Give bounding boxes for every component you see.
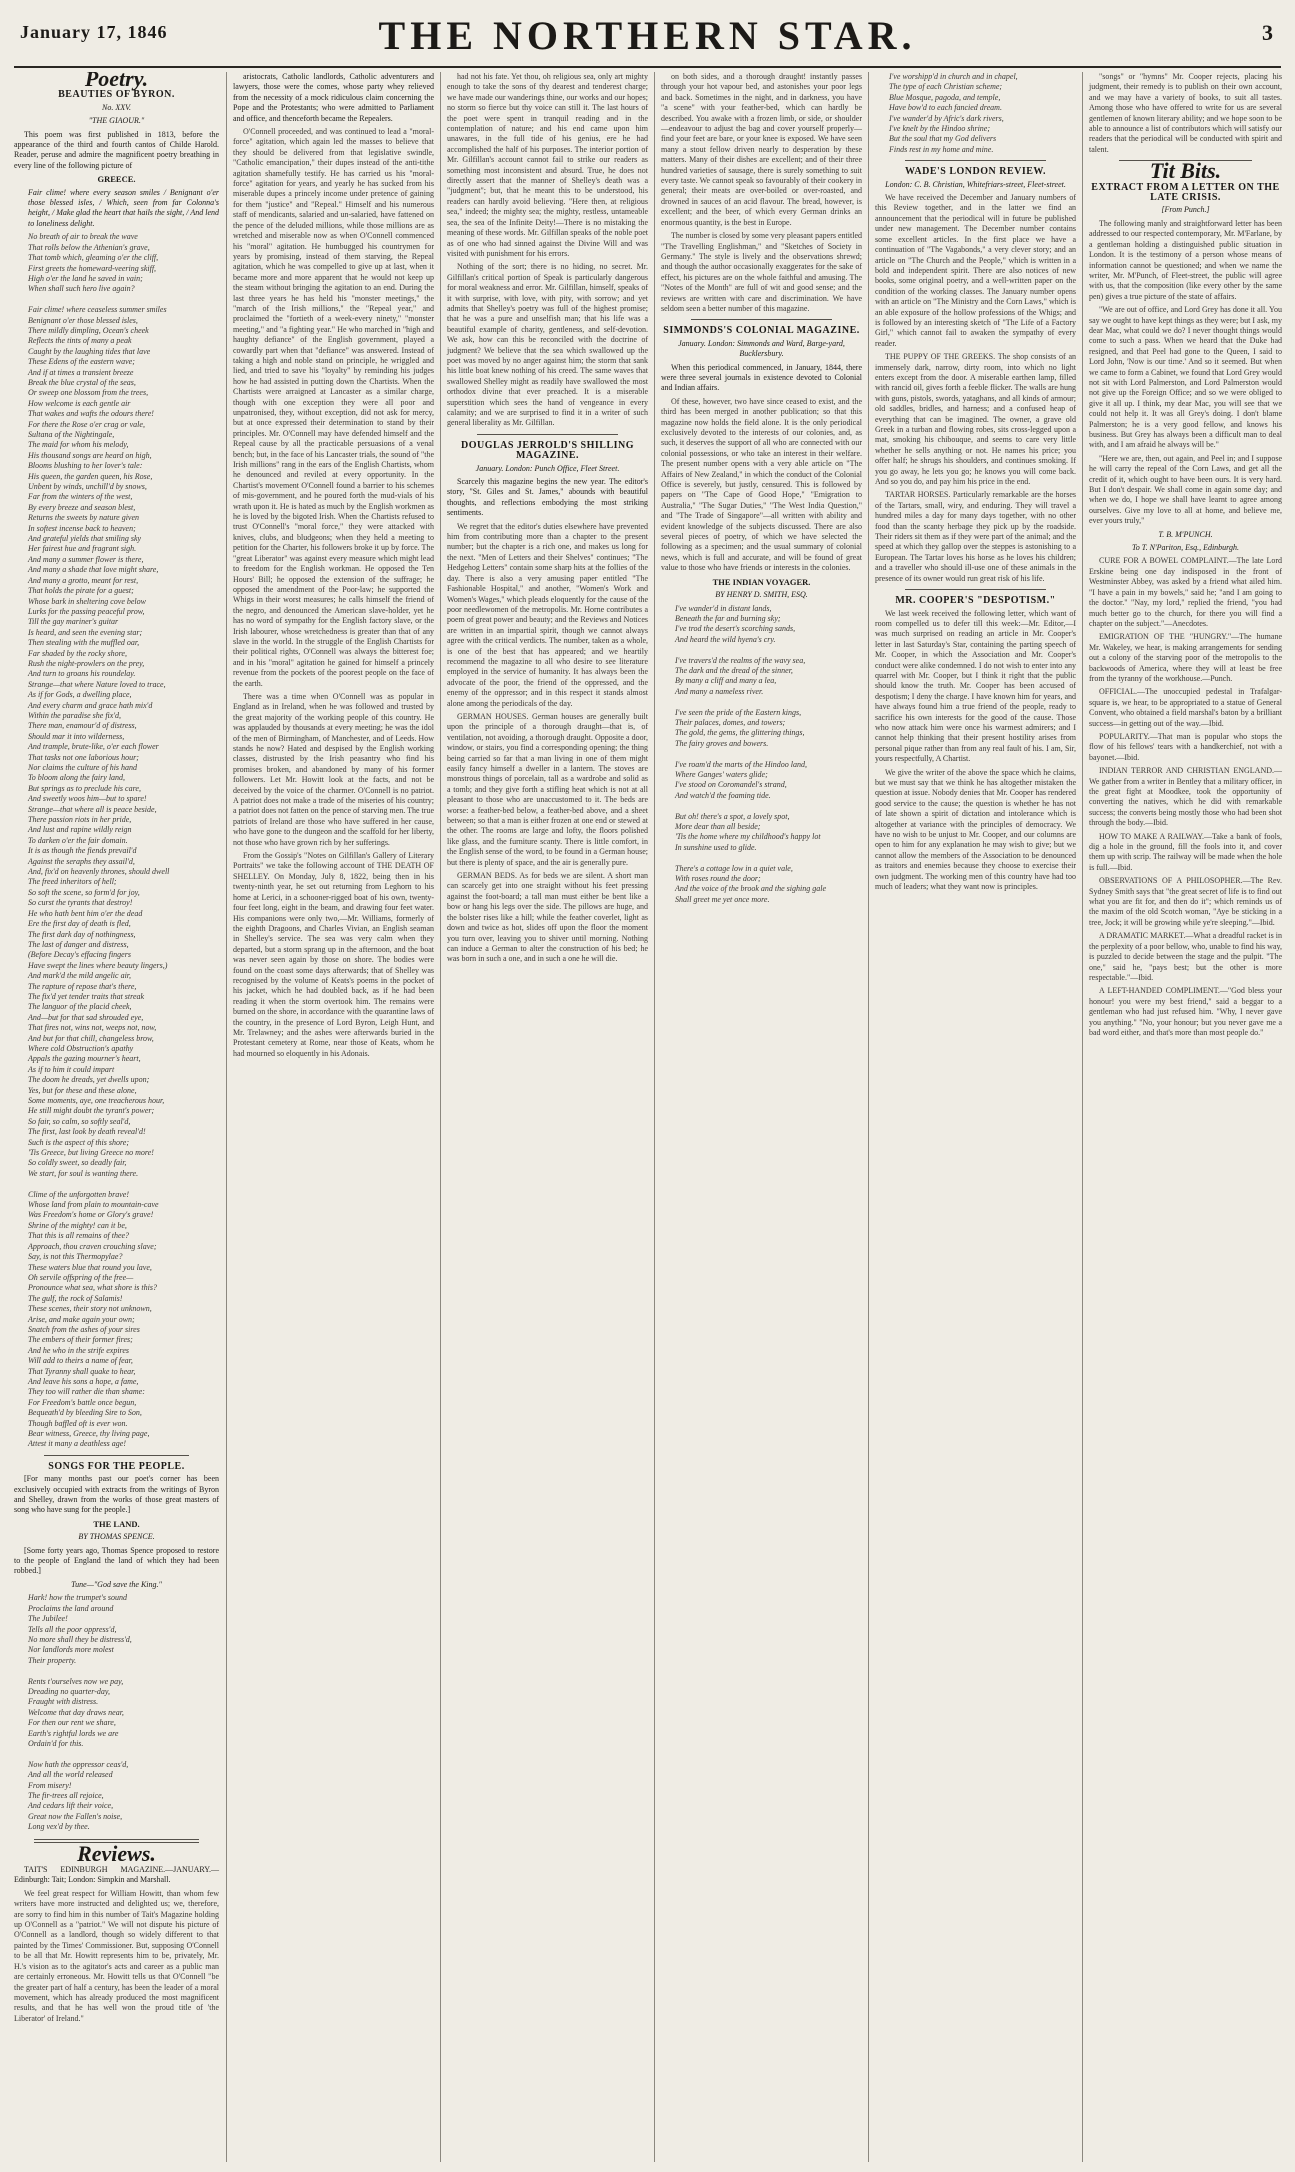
extract-letter-title: EXTRACT FROM A LETTER ON THE LATE CRISIS.: [1091, 181, 1280, 204]
column-5-verses: I've worshipp'd in church and in chapel, The type of each Christian scheme; Blue Mosque, pagoda, and temple, Have bow'd to each fancied dream. I've wander'd by Afric's dark rivers, I've knelt by the Hindoo shrine; But the soul that my God delivers Finds rest in my home and mine.: [889, 72, 1018, 154]
greece-heading: GREECE.: [97, 174, 136, 185]
the-land-note: [Some forty years ago, Thomas Spence proposed to restore to the people of England the land of which they had been robbed.]: [14, 1545, 219, 1576]
taits-review-title: TAIT'S EDINBURGH MAGAZINE.—JANUARY.—Edinburgh: Tait; London: Simpkin and Marshall.: [14, 1865, 219, 1885]
simmonds-colonial-publisher: January. London: Simmonds and Ward, Barge-yard, Bucklersbury.: [678, 338, 845, 359]
page-number: 3: [1262, 20, 1273, 45]
tit-bits-heading: Tit Bits.: [1149, 158, 1222, 184]
tit-bit-7: OBSERVATIONS OF A PHILOSOPHER.—The Rev. Sydney Smith says that "the great secret of life is to find out what you are fit for, and then do it"; which reminds us of the maxim of the old Scotch woman, "Aye be sticking in a tree, Jock; it will be growing while ye're sleeping."—Ibid.: [1089, 876, 1282, 927]
column-3-body-2: Nothing of the sort; there is no hiding, no secret. Mr. Gilfillan's critical portion of Speak is particularly dangerous for moral weakness and error. Mr. Gilfillan, himself, speaks of it with surprise, with love, with pity, with sorrow; and yet admits that Shelley's poetry was full of the highest promise; that he was a pure and unselfish man; that his life was a beautiful example of charity, gentleness, and self-devotion. We ask, how can this be reconciled with the doctrine of judgment? We believe that the sea which swallowed up the poet was moved by no anger against him; the storm that sank his little boat knew nothing of his creed. The same waves that swallowed Shelley might as readily have swallowed the most orthodox divine that ever preached. It is a miserable superstition which sees the hand of vengeance in every calamity; and we are surprised to find it in a writer of such general liberality as Mr. Gilfillan.: [447, 262, 648, 428]
column-2-body-3: From the Gossip's "Notes on Gilfillan's Gallery of Literary Portraits" we take the following account of THE DEATH OF SHELLEY. On Monday, July 8, 1822, being then in his twenty-ninth year, he set out returning from Leghorn to his home at Lerici, in a schooner-rigged boat of his own, twenty-four feet long, eight in the beam, and drawing four feet water. His companions were only two,—Mr. Williams, formerly of the eighth Dragoons, and Charles Vivian, an English seaman in Shelley's service. The sea was very calm when they departed, but a storm sprang up in the afternoon, and the boat was never seen again by those on shore. The bodies were found on the coast some days afterwards; that of Shelley was recognised by the volume of Keats's poems in the pocket of his jacket, which he had doubled back, as if he had been reading it when the storm overtook him. The remains were burned on the shore, in accordance with the quarantine laws of the country, in the presence of Lord Byron, Leigh Hunt, and Mr. Trelawney; and the ashes were afterwards buried in the Protestant cemetery at Rome, near those of Keats, whom he had mourned so eloquently in his Adonais.: [233, 851, 434, 1058]
douglas-jerrold-title: DOUGLAS JERROLD'S SHILLING MAGAZINE.: [460, 439, 635, 462]
extract-body-2: "We are out of office, and Lord Grey has done it all. You say we ought to have kept things as they were; but I ask, my dear Mac, what could we do? I never thought things would come to such a pass. When we heard that the Duke had resigned, and that Peel had gone to the Queen, I said to Lord John, 'Now is our time.' And so it seemed. But when we came to form a Cabinet, we found that Lord Grey would not sit with Lord Palmerston, and Lord Palmerston would not give up the Foreign Office; and so we were obliged to give it all up. I think, my dear Mac, you will see that we could not help it. It was all Grey's doing. I don't blame Palmerston; he is a very good fellow, and knows his business. But Grey has always been a difficult man to deal with, and I am afraid he always will be.": [1089, 305, 1282, 450]
divider: [44, 1455, 189, 1456]
poem-intro: This poem was first published in 1813, before the appearance of the third and fourth cantos of Childe Harold. Reader, peruse and admire the magnificent poetry breathing in every line of the following picture of: [14, 129, 219, 170]
poem-number: No. XXV.: [102, 102, 131, 112]
wades-london-review-publisher: London: C. B. Christian, Whitefriars-street, Fleet-street.: [885, 179, 1066, 189]
column-2-body: O'Connell proceeded, and was continued to lead a "moral-force" agitation, which again led the masses to believe that they should be delivered from that legislative swindle, "Catholic emancipation," their dupes instead of the anti-tithe agitation shamefully testify. He has carried us his "moral-force" agitation for years, and yearly he has sucked from his miserable dupes a princely income under pretence of gaining for them "justice" and "Repeal." Himself and his numerous staff of mendicants, salaried and un-salaried, have fattened on the pence of the deluded millions, while those millions are as wretched and miserable now as when O'Connell commenced his "moral" agitation. He humbugged his countrymen for years by promising, instead of them starving, the Repeal agitation, which he was compelled to give up at last, when it became more and more apparent that he would not keep up the steam without bringing the agitation to an end. During the last three years he has held his "monster meetings," the "march of the Irish millions," the "Repeal year," and proclaimed the "fortieth of a week-every ninety," "monster meeting," and "a fighting year." He who marched in "high and haughty defiance" of the English government, played a cowardly part when that "defiance" was answered. Instead of taking a high and noble stand on principle, he wriggled and lied, and tried to save his "loyalty" by reminding his judges how he had assisted in putting down the Chartists. When the Chartists were arraigned at Lancaster as a similar charge, though with one exception they were all poor and unpatronised, they, without exception, did not ask for mercy, but at once expressed their determination to stand by their principles. Mr. O'Connell may have defended himself and the Repeal cause by all the practicable persuasions of a venal bench; but, in the face of his Lancaster trials, the sound of "the Irish millions" rang in the ears of the English Chartists, whom he denounced and reviled at every opportunity. In the Chartist's movement O'Connell found a barrier to his schemes of mis-government, and he poured forth the mud-vials of his wrath upon it. He is hated as much by the English workmen as he is loved by the bigoted Irish. When the Chartists refused to trust O'Connell's "moral force," they were attacked with knives, clubs, and bludgeons; when they held a meeting to petition for the Charter, his followers broke it up by force. The "great Liberator" was against every measure which might lead to freedom for the English workman. He opposed the Ten Hours' Bill; he opposed the extension of the suffrage; he opposed the amendment of the Poor-law; he supported the Whigs in their worst measures; he calls himself the friend of the negro, and denounced the American slave-holder, yet he has no word of sympathy for the English factory slave, or the Irish labourer, whose wretchedness is greater than that of any slave in the world. In the struggle of the English Chartists for their political rights, O'Connell was always the bitterest foe; and in his "moral" agitation he gained for himself a princely revenue from the pockets of the poorest people on the face of the earth.: [233, 127, 434, 688]
wades-review-body-2: THE PUPPY OF THE GREEKS. The shop consists of an immensely dark, narrow, dirty room, into which no light enters except from the door. A miserable earthen lamp, filled with rancid oil, gives forth a feeble flicker. The walls are hung with guns, pistols, swords, yataghans, and all kinds of armour; old saddles, bridles, and harness; and a confused heap of everything that can be imagined. The owner, a grave old Greek in a turban and flowing robes, sits cross-legged upon a mat, smoking his chibouque, and seems to care very little whether he sells anything or not. He names his price; you offer half; he shrugs his shoulders, and continues smoking. If you go away, he lets you go; he knows you will come back. And so you do, and pay him his price in the end.: [875, 352, 1076, 487]
tit-bit-4: POPULARITY.—That man is popular who stops the flow of his fellows' tears with a handkerchief, not with a bayonet.—Ibid.: [1089, 731, 1282, 762]
douglas-jerrold-body: We regret that the editor's duties elsewhere have prevented him from contributing more than a chapter to the present number; but the chapter is a rich one, and makes us long for the next. "Men of Letters and their Shelves" continues; "The Hedgehog Letters" contain some sharp hits at the follies of the day. There is also a very amusing paper entitled "The Fashionable Hospital," and another, "Women's Work and Women's Wages," which pleads eloquently for the cause of the poor needlewomen of the metropolis. Mr. Horne contributes a poem of great power and beauty; and the Reviews and Notices are written in an impartial spirit, though we cannot always agree with the critical verdicts. The number, taken as a whole, is one of the best that has appeared; and we heartily recommend the magazine to all who desire to see literature employed in the service of humanity. It has always been the advocate of the poor, the friend of the oppressed, and the enemy of the oppressor; and in this respect it stands almost alone among the periodicals of the day.: [447, 521, 648, 708]
tit-bit-9: A LEFT-HANDED COMPLIMENT.—"God bless your honour! you were my best friend," said a beggar to a gentleman who had just refused him. "Why, I never gave you anything." "No, your honour; but you never gave me a bad word either, and that's more than most people do.": [1089, 986, 1282, 1037]
column-2-body-2: There was a time when O'Connell was as popular in England as in Ireland, when he was followed and trusted by the great majority of the working people of this country. He was applauded by thousands at every meeting; he was the idol of the men of Birmingham, of Manchester, and of Leeds. How stands he now? Hated and despised by the English working classes, distrusted by the Irish peasantry who find his promises broken, and abandoned by many of his former followers. Let Mr. Howitt look at the facts, and not be deceived by the voice of the charmer. O'Connell is no patriot. A patriot does not make a trade of the miseries of his country; a patriot does not fatten on the pence of starving men. The true patriots of Ireland are those who have suffered in her cause, who have gone to the dungeon and the scaffold for her liberty, not those who have grown rich by her sufferings.: [233, 691, 434, 847]
simmonds-colonial-title: SIMMONDS'S COLONIAL MAGAZINE.: [663, 325, 860, 337]
extract-signature: T. B. M'PUNCH.: [1158, 529, 1213, 539]
indian-voyager-author: BY HENRY D. SMITH, ESQ.: [715, 590, 808, 600]
column-2-lead: aristocrats, Catholic landlords, Catholic adventurers and lawyers, those were the comes, whose party whey relieved from the necessity of a mock ridiculous claim concerning the Pope and the Protestants; who were admitted to Parliament and office, and thenceforth became the Repealers.: [233, 72, 434, 123]
divider: [691, 319, 832, 320]
extract-addressee: To T. N'Pariton, Esq., Edinburgh.: [1132, 543, 1239, 553]
douglas-jerrold-publisher: January. London: Punch Office, Fleet Street.: [475, 463, 620, 473]
extract-body-3: "Here we are, then, out again, and Peel in; and I suppose he will carry the repeal of the Corn Laws, and get all the credit of it, which ought to have been ours. It is very hard. But I don't despair. We shall come in again some day; and when we do, I hope we shall have learnt to agree among ourselves. Give my love to all at home, and believe me, ever yours truly,": [1089, 453, 1282, 526]
divider: [905, 589, 1046, 590]
beauties-of-byron-title: BEAUTIES OF BYRON.: [58, 89, 175, 101]
tit-bit-3: OFFICIAL.—The unoccupied pedestal in Trafalgar-square is, we hear, to be appropriated to a statue of General Convent, who obtained a field marshal's baton by a brilliant success—in getting out of the way.—Ibid.: [1089, 687, 1282, 728]
the-land-author: BY THOMAS SPENCE.: [78, 1532, 155, 1542]
poem-body-filler: No breath of air to break the wave That rolls below the Athenian's grave, That tomb which, gleaming o'er the cliff, First greets the homeward-veering skiff, High o'er the land he saved in vain; When shall such hero live again? Fair clime! where ceaseless summer smiles Benignant o'er those blessed isles, There mildly dimpling, Ocean's cheek Reflects the tints of many a peak Caught by the laughing tides that lave These Edens of the eastern wave; And if at times a transient breeze Break the blue crystal of the seas, Or sweep one blossom from the trees, How welcome is each gentle air That wakes and wafts the odours there! For there the Rose o'er crag or vale, Sultana of the Nightingale, The maid for whom his melody, His thousand songs are heard on high, Blooms blushing to her lover's tale: His queen, the garden queen, his Rose, Unbent by winds, unchill'd by snows, Far from the winters of the west, By every breeze and season blest, Returns the sweets by nature given In softest incense back to heaven; And grateful yields that smiling sky Her fairest hue and fragrant sigh. And many a summer flower is there, And many a shade that love might share, And many a grotto, meant for rest, That holds the pirate for a guest; Whose bark in sheltering cove below Lurks for the passing peaceful prow, Till the gay mariner's guitar Is heard, and seen the evening star; Then stealing with the muffled oar, Far shaded by the rocky shore, Rush the night-prowlers on the prey, And turn to groans his roundelay. Strange—that where Nature loved to trace, As if for Gods, a dwelling place, And every charm and grace hath mix'd Within the paradise she fix'd, There man, enamour'd of distress, Should mar it into wilderness, And trample, brute-like, o'er each flower That tasks not one laborious hour; Nor claims the culture of his hand To bloom along the fairy land, But springs as to preclude his care, And sweetly woos him—but to spare! Strange—that where all is peace beside, There passion riots in her pride, And lust and rapine wildly reign To darken o'er the fair domain. It is as though the fiends prevail'd Against the seraphs they assail'd, And, fix'd on heavenly thrones, should dwell The freed inheritors of hell; So soft the scene, so form'd for joy, So curst the tyrants that destroy! He who hath bent him o'er the dead Ere the first day of death is fled, The first dark day of nothingness, The last of danger and distress, (Before Decay's effacing fingers Have swept the lines where beauty lingers,) And mark'd the mild angelic air, The rapture of repose that's there, The fix'd yet tender traits that streak The languor of the placid cheek, And—but for that sad shrouded eye, That fires not, wins not, weeps not, now, And but for that chill, changeless brow, Where cold Obstruction's apathy Appals the gazing mourner's heart, As if to him it could impart The doom he dreads, yet dwells upon; Yes, but for these and these alone, Some moments, aye, one treacherous hour, He still might doubt the tyrant's power; So fair, so calm, so softly seal'd, The first, last look by death reveal'd! Such is the aspect of this shore; 'Tis Greece, but living Greece no more! So coldly sweet, so deadly fair, We start, for soul is wanting there. Clime of the unforgotten brave! Whose land from plain to mountain-cave Was Freedom's home or Glory's grave! Shrine of the mighty! can it be, That this is all remains of thee? Approach, thou craven crouching slave; Say, is not this Thermopylae? These waters blue that round you lave, Oh servile offspring of the free— Pronounce what sea, what shore is this? The gulf, the rock of Salamis! These scenes, their story not unknown, Arise, and make again your own; Snatch from the ashes of your sires The embers of their former fires; And he who in the strife expires Will add to theirs a name of fear, That Tyranny shall quake to hear, And leave his sons a hope, a fame, They too will rather die than shame: For Freedom's battle once begun, Bequeath'd by bleeding Sire to Son, Though baffled oft is ever won. Bear witness, Greece, thy living page, Attest it many a deathless age!: [28, 232, 170, 1449]
column-3-body: had not his fate. Yet thou, oh religious sea, only art mighty enough to take the sons of thy dearest and tenderest charge; we have made our wanderings thine, our works and our hopes; no storm so fierce but thy voice can still it. The last hours of the poet were spent in tranquil reading and in the contemplation of nature; and his end came upon him unawares, in the full tide of his genius, ere he had accomplished the half of his purposes. The interior portion of Mr. Gilfillan's account cannot fail to strike our readers as something most inconsistent and absurd. True, he does not directly assert that the manner of Shelley's death was a "judgment"; but, that he meant this to be understood, his readers can hardly avoid believing. "Here then, at religious sea," indeed; the mighty sea; the mighty, restless, untameable sea, the sea of the Infinite Deity!—There is no mistaking the meaning of these words. Mr. Gilfillan speaks of the noble poet as of one who had sinned against the Divine Will and was visited with punishment for his errors.: [447, 72, 648, 258]
poem-subtitle: "THE GIAOUR.": [88, 116, 145, 126]
column-4: [654, 72, 868, 2162]
column-4-body-2: The number is closed by some very pleasant papers entitled "The Travelling Englishman," and "Sketches of Society in Germany." The style is lively and the observations shrewd; and though the author occasionally exaggerates for the sake of effect, his pictures are on the whole faithful and amusing. The "Notes of the Month" are full of wit and good sense; and the reviews are written with care and discrimination. We have seldom seen a better number of this magazine.: [661, 231, 862, 313]
douglas-jerrold-body-2: GERMAN HOUSES. German houses are generally built upon the principle of a thorough draught—that is, of ventilation, not avoiding, a thorough draught. Opposite a door, window, or stairs, you find a corresponding opening; the thing being carried so far that a man living in one of them might easily fancy himself a dweller in a lantern. The stoves are monstrous things of porcelain, tall as a wardrobe and solid as a tomb; and they give forth a stifling heat which is not at all pleasant to those who are unaccustomed to it. The beds are worse: a feather-bed below, a feather-bed above, and a sheet between; so that a man is either frozen at one end or stewed at the other. The rooms are large and lofty, the floors polished like glass, and the furniture scanty. There is little comfort, in the English sense of the word, to be found in a German house; but there is plenty of space, and the air is generally pure.: [447, 711, 648, 867]
divider: [477, 434, 618, 435]
the-land-verses: Hark! how the trumpet's sound Proclaims the land around The Jubilee! Tells all the poor oppress'd, No more shall they be distress'd, Nor landlords more molest Their property. Rents t'ourselves now we pay, Dreading no quarter-day, Fraught with distress. Welcome that day draws near, For then our rent we share, Earth's rightful lords we are Ordain'd for this. Now hath the oppressor ceas'd, And all the world released From misery! The fir-trees all rejoice, And cedars lift their voice, Great now the Fallen's noise, Long vex'd by thee.: [28, 1593, 132, 1832]
greece-poem-lines: Fair clime! where every season smiles / Benignant o'er those blessed isles, / Which, seen from far Colonna's height, / Make glad the heart that hails the sight, / And lend to loneliness delight.: [28, 187, 219, 228]
tit-bit-1: CURE FOR A BOWEL COMPLAINT.—The late Lord Erskine being one day indisposed in the front of Westminster Abbey, was asked by a friend what ailed him. "I have a pain in my bowels," said he; "and I am going to the doctor." "Nay, my lord," replied the friend, "you had much better go to the church, for there you will find a chapter on the subject."—Anecdotes.: [1089, 556, 1282, 628]
tit-bit-8: A DRAMATIC MARKET.—What a dreadful racket is in the perplexity of a poor bellow, who, unable to find his way, is puzzled to decide between the stage and the pulpit. "The one," said he, "pays best; but the other is more respectable."—Ibid.: [1089, 931, 1282, 982]
extract-source: [From Punch.]: [1161, 205, 1210, 215]
newspaper-columns: [14, 72, 1281, 2162]
wades-london-review-title: WADE'S LONDON REVIEW.: [905, 166, 1046, 178]
column-3: [440, 72, 654, 2162]
cooper-body: We last week received the following letter, which want of room compelled us to defer till this week:—Mr. Editor,—I was much surprised on reading an article in Mr. Cooper's letter in last Saturday's Star, containing the parting speech of Mr. Cooper, in which the Association and Mr. Cooper's conduct were alike condemned. I do not wish to enter into any quarrel with Mr. Cooper, but I think it right that the public should know the truth. Mr. Cooper has been accused of despotism; I deny the charge. I have known him for years, and have always found him a true friend of the people, ready to sacrifice his own interests for the good of the cause. Those who now attack him were once his warmest admirers; and I cannot help thinking that their present hostility arises from personal pique rather than from any real fault of his. I am, Sir, yours respectfully, A Chartist.: [875, 608, 1076, 764]
divider: [905, 160, 1046, 161]
the-land-title: THE LAND.: [93, 1518, 140, 1529]
taits-review-body: We feel great respect for William Howitt, than whom few writers have more instructed and delighted us; we, therefore, are sorry to find him in this number of Tait's Magazine holding up O'Connell as a "patriot." We will not dispute his picture of O'Connell as a landlord, though so widely different to that painted by the Times' Commissioner. But, supposing O'Connell to be all that Mr. Howitt represents him to be, privately, Mr. H.'s vision as to the agitator's acts and career as a public man are certainly erroneous. Mr. Howitt tells us that O'Connell "be the greater part of half a century, has been the leader of a moral movement, which has already produced the most magnificent results, and that he has well won the proud title of 'the Liberator' of Ireland.": [14, 1888, 219, 2023]
issue-date: January 17, 1846: [20, 22, 168, 42]
simmonds-colonial-intro: When this periodical commenced, in January, 1844, there were three several journals in existence devoted to Colonial and Indian affairs.: [661, 362, 862, 393]
column-4-body: on both sides, and a thorough draught! instantly passes through your hot vapour bed, and astonishes your poor legs and back. Sometimes in the night, and in darkness, you have "a scene" with your feather-bed, which can hardly be described. You awake with a frozen limb, or side, or shoulder—endeavour to adjust the bag and cover yourself properly—find your feet are bare, or your knee is exposed. We have seen many a stout fellow driven nearly to desperation by these matters. Many of their dishes are excellent; and of their three hundred varieties of sausage, there is surely something to suit every taste. We cannot speak so favourably of their cookery in general; their meats are over-boiled or over-roasted, and drowned in sauces of an acid flavour. The bread, however, is excellent; and the beer, of which every German drinks an enormous quantity, is the best in Europe.: [661, 72, 862, 227]
column-6-lead: "songs" or "hymns" Mr. Cooper rejects, placing his judgment, their remedy is to publish on their own account, and we may have a variety of books, to suit all tastes. Among those who have offered to write for us are several gentlemen of known literary ability; and we hope soon to be able to announce a list of contributors which will satisfy our readers that the periodical will be conducted with spirit and talent.: [1089, 72, 1282, 154]
column-6: [1082, 72, 1282, 2162]
column-2: [226, 72, 440, 2162]
tit-bit-2: EMIGRATION OF THE "HUNGRY."—The humane Mr. Wakeley, we hear, is making arrangements for sending out a colony of the starving poor of the metropolis to the backwoods of America, where they will at least be free from the tyranny of the workhouse.—Punch.: [1089, 632, 1282, 683]
tit-bit-5: INDIAN TERROR AND CHRISTIAN ENGLAND.—We gather from a writer in Bentley that a military officer, in the great fight at Moodkee, took the opportunity of converting the natives, which he did with remarkable success; the converts being mostly those who had been shot through the body.—Ibid.: [1089, 766, 1282, 828]
reviews-section-heading: Reviews.: [77, 1840, 156, 1866]
songs-intro: [For many months past our poet's corner has been exclusively occupied with extracts from the writings of Byron and Shelley, drawn from the works of those great masters of song who have sung for the people.]: [14, 1474, 219, 1515]
indian-voyager-title: THE INDIAN VOYAGER.: [712, 576, 811, 587]
the-land-tune: Tune—"God save the King.": [71, 1579, 162, 1589]
tit-bit-6: HOW TO MAKE A RAILWAY.—Take a bank of fools, dig a hole in the ground, fill the fools into it, and cover them up with scrip. The railway will be made when the hole is full.—Ibid.: [1089, 831, 1282, 872]
poetry-section-heading: Poetry.: [84, 72, 149, 91]
newspaper-title: THE NORTHERN STAR.: [378, 13, 917, 58]
column-5: [868, 72, 1082, 2162]
indian-voyager-verses: I've wander'd in distant lands, Beneath the far and burning sky; I've trod the desert's scorching sands, And heard the wild hyena's cry. I've travers'd the realms of the wavy sea, The dark and the dread of the sinner, By many a cliff and many a lea, And many a nameless river. I've seen the pride of the Eastern kings, Their palaces, domes, and towers; The gold, the gems, the glittering things, The fairy groves and bowers. I've roam'd the marts of the Hindoo land, Where Ganges' waters glide; I've stood on Coromandel's strand, And watch'd the foaming tide. But oh! there's a spot, a lovely spot, More dear than all beside; 'Tis the home where my childhood's happy lot In sunshine used to glide. There's a cottage low in a quiet vale, With roses round the door; And the voice of the brook and the sighing gale Shall greet me yet once more.: [675, 603, 827, 904]
wades-review-body: We have received the December and January numbers of this Review together, and in the latter we find an announcement that the periodical will in future be published under new management. The December number contains some excellent articles. In the first place we have a continuation of "The Vagabonds," a very clever story; and an article on "The Church and the People," which is written in a bold and independent spirit. There are also notices of new books, some original poetry, and a well-written paper on the condition of the working classes. The January number opens with an article on "The Ministry and the Corn Laws," which is an able exposure of the hollow professions of the Whigs; and is followed by an interesting sketch of "The Life of a Factory Girl," which cannot fail to awaken the sympathy of every reader.: [875, 193, 1076, 348]
extract-body: The following manly and straightforward letter has been addressed to our respected contemporary, Mr. M'Farlane, by a gentleman holding a distinguished public situation in London. It is the testimony of a person whose means of information cannot be questioned; and when we name the writer, Mr. M'Punch, of Fleet-street, the public will agree with us, that the composition (like every other by the same pen) gives a true picture of the state of affairs.: [1089, 218, 1282, 301]
cooper-body-2: We give the writer of the above the space which he claims, but we must say that we think he has altogether mistaken the question at issue. Nobody denies that Mr. Cooper has rendered good service to the cause; the question is whether he has not of late shown a spirit of dictation and intolerance which is altogether at variance with the principles of democracy. We have no wish to be unjust to Mr. Cooper, and our columns are open to him for any explanation he may wish to give; but we cannot allow the members of the Association to be denounced as traitors and enemies because they choose to exercise their own judgment. The working men of this country have had too much of leaders; what they want now is principles.: [875, 767, 1076, 892]
mr-coopers-despotism-title: MR. COOPER'S "DESPOTISM.": [895, 595, 1056, 607]
masthead: [14, 8, 1281, 68]
wades-review-body-3: TARTAR HORSES. Particularly remarkable are the horses of the Tartars, small, wiry, and enduring. They will travel a hundred miles a day for many days together, with no other food than the scanty herbage they pick up by the roadside. Their riders sit them as if they were part of the animal; and the speed at which they gallop over the steppes is astonishing to a European. The Tartar loves his horse as he loves his children; and a traveller who should ill-use one of these animals in the presence of its owner would run great risk of his life.: [875, 490, 1076, 583]
douglas-jerrold-body-3: GERMAN BEDS. As for beds we are silent. A short man can scarcely get into one straight without his feet pressing against the foot-board; a tall man must either be bent like a bow or hang his legs over the side. The pillows are huge, and the bolster rises like a hill; while the feather coverlet, light as down and twice as hot, slides off upon the floor the moment you turn over, leaving you to shiver until morning. Nothing can induce a German to alter the construction of his bed; he was born in such a one, and in such a one he will die.: [447, 871, 648, 964]
songs-for-the-people-title: SONGS FOR THE PEOPLE.: [48, 1460, 185, 1472]
douglas-jerrold-intro: Scarcely this magazine begins the new year. The editor's story, "St. Giles and St. James," abounds with beautiful thoughts, and reflections embodying the most striking sentiments.: [447, 477, 648, 518]
simmonds-colonial-body: Of these, however, two have since ceased to exist, and the third has been merged in another publication; so that this magazine now holds the field alone. It is the only periodical exclusively devoted to the interests of our colonies, and, as such, it deserves the support of all who are connected with our colonial possessions, or who take an interest in their welfare. The present number opens with a very able article on "The Affairs of New Zealand," in which the conduct of the Colonial Office is severely, but justly, censured. This is followed by papers on "The Cape of Good Hope," "Emigration to Australia," "The Sugar Duties," "The West India Question," and "The Trade of Singapore"—all written with ability and evident knowledge of the subjects discussed. There are also several pieces of poetry, of which we have selected the following as a specimen; and the usual summary of colonial news, which is full and accurate, and will be found of great value to those who have friends or interests in the colonies.: [661, 396, 862, 573]
column-1: [14, 72, 225, 2162]
